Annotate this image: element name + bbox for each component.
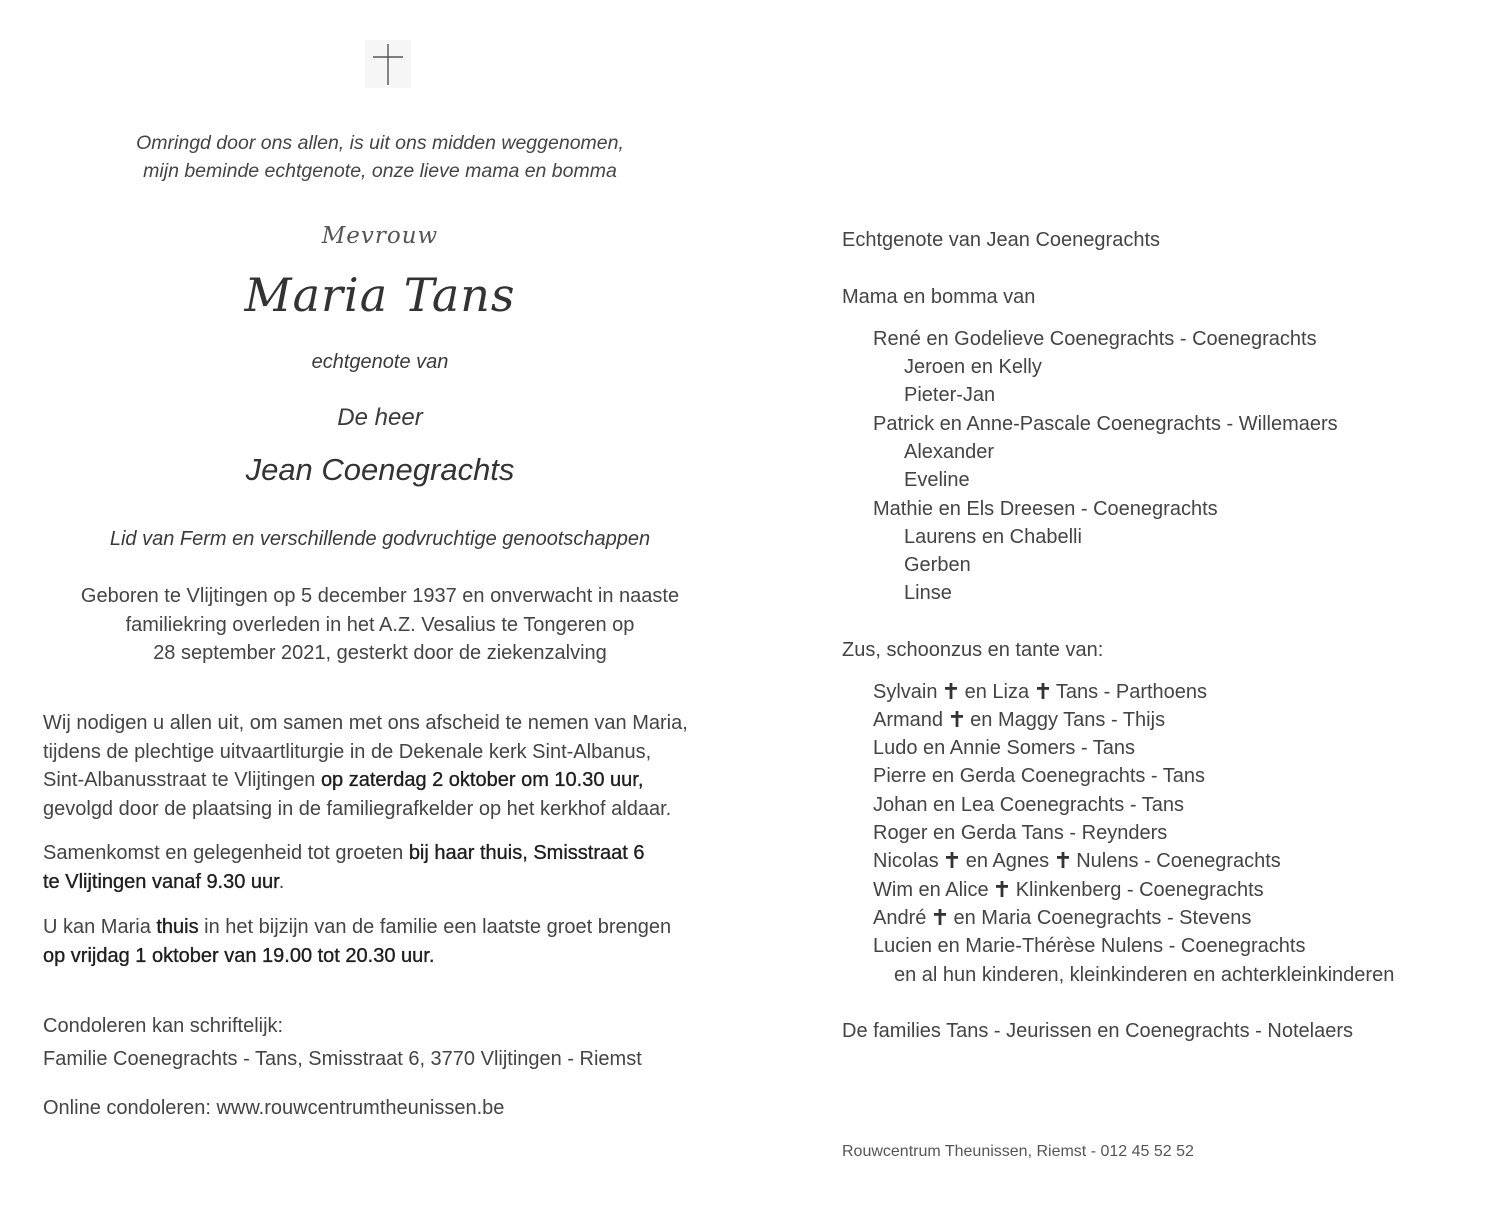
gathering-line (43, 868, 743, 897)
sibling-line: Pierre en Gerda Coenegrachts - Tans (873, 765, 1206, 787)
grandchild: Linse (904, 582, 952, 604)
sibling-name: Armand (873, 709, 949, 731)
sibling-name: Tans - Parthoens (1050, 681, 1208, 703)
grandchild: Alexander (904, 441, 995, 463)
visit-intro: U kan Maria (43, 916, 157, 938)
visit-rest: in het bijzijn van de familie een laatste groet brengen (198, 916, 672, 938)
sibling-name: André (873, 907, 932, 929)
announcement-right (842, 0, 1502, 1214)
spouse-name: Jean Coenegrachts (245, 452, 515, 487)
deceased-cross-icon (946, 852, 958, 868)
gathering-address: bij haar thuis, Smisstraat 6 (408, 842, 645, 864)
invite-line (43, 766, 743, 795)
grandchild: Gerben (904, 554, 971, 576)
invite-place: Sint-Albanusstraat te Vlijtingen (43, 769, 321, 791)
invite-line: gevolgd door de plaatsing in de familiegrafkelder op het kerkhof aldaar. (43, 797, 672, 820)
cross-icon (365, 40, 411, 88)
descendants-line: en al hun kinderen, kleinkinderen en achterkleinkinderen (894, 964, 1395, 986)
sibling-line: Roger en Gerda Tans - Reynders (873, 822, 1168, 844)
condolence-address: Familie Coenegrachts - Tans, Smisstraat 6, 3770 Vlijtingen - Riemst (43, 1048, 642, 1070)
grandchild: Laurens en Chabelli (904, 526, 1082, 548)
deceased-cross-icon (934, 909, 946, 925)
sibling-line: Lucien en Marie-Thérèse Nulens - Coenegrachts (873, 935, 1306, 957)
birth-line: familiekring overleden in het A.Z. Vesalius te Tongeren op (125, 613, 635, 636)
birth-line: Geboren te Vlijtingen op 5 december 1937 en onverwacht in naaste (80, 585, 680, 607)
funeral-invitation (43, 709, 743, 823)
grandchild: Pieter-Jan (904, 384, 996, 406)
condolence-title: Condoleren kan schriftelijk: (43, 1015, 284, 1037)
gathering-text (43, 839, 743, 896)
grandchild: Eveline (904, 469, 970, 491)
sibling-line: Ludo en Annie Somers - Tans (873, 737, 1136, 759)
spouse-title: De heer (337, 404, 423, 431)
grandchild: Jeroen en Kelly (904, 356, 1042, 378)
intro-text (0, 129, 760, 185)
birth-death-text (0, 582, 760, 668)
sibling-name: en Liza (959, 681, 1035, 703)
visit-datetime: op vrijdag 1 oktober van 19.00 tot 20.30 uur. (43, 944, 435, 967)
invite-line: Wij nodigen u allen uit, om samen met ons afscheid te nemen van Maria, (43, 712, 688, 734)
deceased-name: Maria Tans (244, 268, 516, 322)
intro-line: Omringd door ons allen, is uit ons midden weggenomen, (136, 132, 624, 154)
sibling-line (873, 850, 1281, 873)
intro-line: mijn beminde echtgenote, onze lieve mama en bomma (143, 160, 617, 182)
sibling-name: en Maggy Tans - Thijs (964, 709, 1166, 731)
child-family: René en Godelieve Coenegrachts - Coenegrachts (873, 328, 1317, 350)
sibling-line (873, 879, 1264, 902)
spouse-intro: echtgenote van (311, 351, 449, 373)
children-title: Mama en bomma van (842, 286, 1036, 308)
deceased-cross-icon (1057, 852, 1069, 868)
deceased-cross-icon (945, 683, 957, 699)
sibling-name: Nicolas (873, 850, 945, 872)
online-condolence: Online condoleren: www.rouwcentrumtheunissen.be (43, 1097, 505, 1119)
gathering-intro: Samenkomst en gelegenheid tot groeten (43, 842, 409, 864)
deceased-cross-icon (996, 881, 1008, 897)
visit-place: thuis (156, 916, 199, 938)
gathering-line (43, 839, 743, 868)
funeral-home-footer: Rouwcentrum Theunissen, Riemst - 012 45 52 52 (842, 1143, 1194, 1160)
gathering-end: . (278, 870, 285, 893)
visit-line (43, 942, 743, 971)
membership-text: Lid van Ferm en verschillende godvruchtige genootschappen (109, 528, 651, 550)
sibling-name: Nulens - Coenegrachts (1070, 850, 1281, 872)
child-family: Mathie en Els Dreesen - Coenegrachts (873, 498, 1218, 520)
sibling-line (873, 709, 1165, 732)
deceased-cross-icon (1037, 683, 1049, 699)
spouse-line: Echtgenote van Jean Coenegrachts (842, 229, 1160, 251)
invite-datetime: op zaterdag 2 oktober om 10.30 uur, (320, 769, 644, 791)
sibling-line (873, 907, 1251, 930)
child-family: Patrick en Anne-Pascale Coenegrachts - Willemaers (873, 413, 1338, 435)
siblings-title: Zus, schoonzus en tante van: (842, 639, 1104, 661)
birth-line: 28 september 2021, gesterkt door de ziekenzalving (153, 642, 607, 664)
invite-line: tijdens de plechtige uitvaartliturgie in de Dekenale kerk Sint-Albanus, (43, 740, 652, 763)
sibling-name: Wim en Alice (873, 879, 995, 901)
deceased-cross-icon (951, 711, 963, 727)
families-line: De families Tans - Jeurissen en Coenegrachts - Notelaers (842, 1020, 1353, 1042)
sibling-name: Klinkenberg - Coenegrachts (1010, 879, 1264, 901)
sibling-line (873, 681, 1207, 704)
sibling-name: en Maria Coenegrachts - Stevens (947, 907, 1252, 929)
gathering-time: te Vlijtingen vanaf 9.30 uur (43, 870, 279, 893)
sibling-name: en Agnes (960, 850, 1055, 872)
deceased-title: Mevrouw (321, 223, 439, 249)
sibling-name: Sylvain (873, 681, 944, 703)
visit-text (43, 913, 743, 970)
sibling-line: Johan en Lea Coenegrachts - Tans (873, 794, 1184, 816)
visit-line (43, 913, 743, 942)
